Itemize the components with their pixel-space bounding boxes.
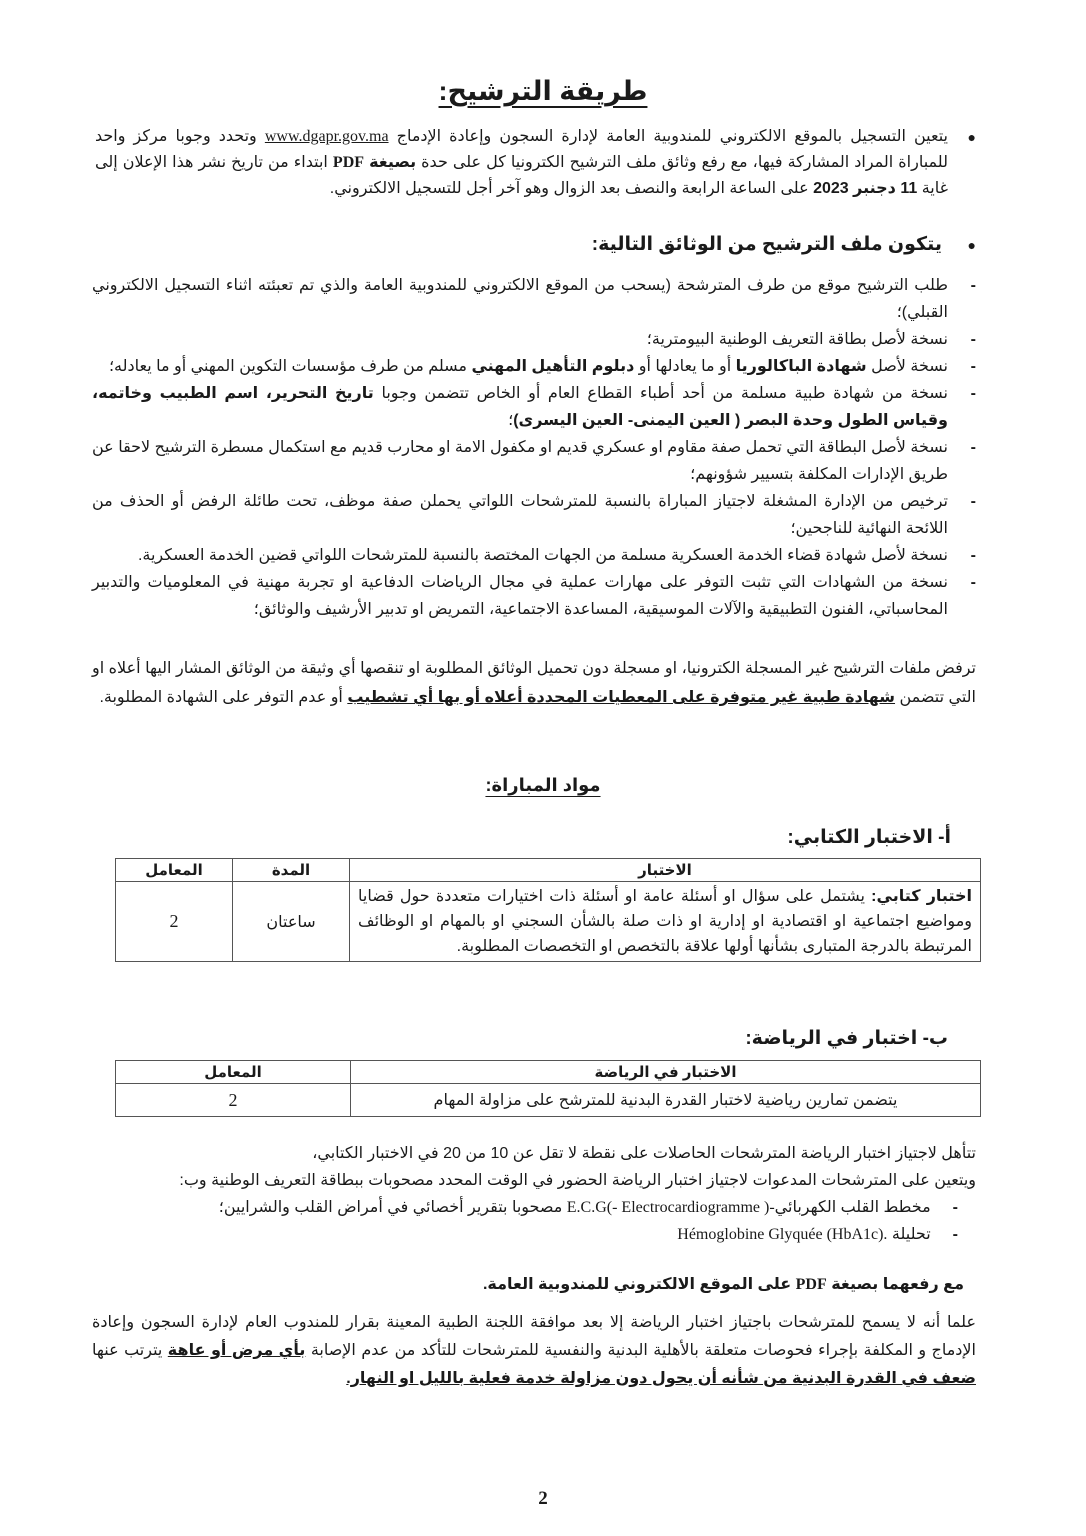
document-item-text: أو ما يعادلها أو [638,358,732,375]
document-item [92,434,976,488]
document-item-text: نسخة من شهادة طبية مسلمة من أحد أطباء القطاع العام أو الخاص تتضمن وجوبا [381,385,949,402]
rejection-text: ترفض ملفات الترشيح غير المسجلة الكترونيا، او مسجلة دون تحميل الوثائق المطلوبة او تنقصها أي وثيقة من الوثائق المشار اليها أعلاه او التي تتضمن [92,660,976,706]
written-exam-label: اختبار كتابي: [871,888,972,905]
header-coefficient: المعامل [116,859,233,882]
medical-note-text: علما أنه لا يسمح للمترشحات باجتياز اختبار الرياضة إلا بعد موافقة اللجنة الطبية المعينة بقرار للمندوب العام لإدارة السجون وإعادة الإدماج و المكلفة بإجراء فحوصات متعلقة بالأهلية البدنية والنفسية للمترشحات للتأكد من عدم الإصابة [92,1314,976,1359]
table-row [116,1084,981,1117]
medical-note-emphasis-2: ضعف في القدرة البدنية من شأنه أن يحول دون مزاولة خدمة فعلية بالليل او النهار. [346,1370,976,1387]
exam-subjects-title: مواد المباراة: [485,775,601,795]
document-item-text: نسخة لأصل شهادة قضاء الخدمة العسكرية مسلمة من الجهات المختصة بالنسبة للمترشحات اللواتي قضين الخدمة العسكرية. [137,547,948,564]
document-item-text: نسخة لأصل البطاقة التي تحمل صفة مقاوم او عسكري قديم او مكفول الامة او محارب قديم مع استكمال مسطرة الترشيح لاحقا عن طريق الإدارات المكلفة بتسيير شؤونهم؛ [92,439,948,483]
sport-exam-title: ب- اختبار في الرياضة: [745,1028,948,1049]
sport-exam-coefficient: 2 [116,1084,351,1117]
medical-note-emphasis: بأي مرض أو عاهة [167,1342,306,1359]
condition-item [92,1221,976,1248]
document-item-text: نسخة لأصل [871,358,948,375]
written-exam-coefficient: 2 [116,882,233,962]
hba1c-latin: Hémoglobine Glyquée (HbA1c). [677,1226,888,1243]
document-item-text: مسلم من طرف مؤسسات التكوين المهني أو ما يعادله؛ [108,358,467,375]
upload-instruction [92,1270,964,1299]
documents-heading-text: يتكون ملف الترشيح من الوثائق التالية: [591,234,942,255]
header-sport-exam: الاختبار في الرياضة [351,1061,981,1084]
document-item [92,569,976,623]
document-item-text: ؛ [508,412,514,429]
page-title: طريقة الترشيح: [438,76,648,106]
written-exam-table [115,858,981,962]
dash-icon: - [970,358,976,375]
rejection-emphasis: شهادة طبية غير متوفرة على المعطيات المحددة أعلاه أو بها أي تشطيب [347,689,896,706]
format-value: PDF [332,154,365,171]
document-item [92,353,976,380]
dash-icon: - [970,439,976,456]
medical-note [92,1309,976,1393]
document-item [92,272,976,326]
bullet-icon: ● [967,236,976,253]
documents-heading [592,233,976,256]
written-exam-description: يشتمل على سؤال او أسئلة عامة او أسئلة ذات اختيارات متعددة حول قضايا ومواضيع اجتماعية او اقتصادية او إدارية او ذات صلة بالشأن السجني او بالمهام او الوظائف المرتبطة بالدرجة المتبارى بشأنها أولها علاقة بالتخصص او التخصصات المطلوبة. [358,888,972,955]
upload-text: مع رفعهما بصيغة [831,1276,964,1293]
dash-icon: - [970,574,976,591]
upload-text-end: على الموقع الالكتروني للمندوبية العامة. [482,1276,792,1293]
document-item [92,380,976,434]
header-exam: الاختبار [350,859,981,882]
dash-icon: - [970,385,976,402]
header-duration: المدة [233,859,350,882]
rejection-paragraph [92,654,976,712]
bullet-icon: ● [967,129,976,145]
header-coefficient: المعامل [116,1061,351,1084]
baccalaureate-label: شهادة الباكالوريا [735,358,867,375]
document-item-text: نسخة من الشهادات التي تثبت التوفر على مهارات عملية في مجال الرياضات الدفاعية او تجربة مهنية في المعلوميات والتدبير المحاسباتي، الفنون التطبيقية والآلات الموسيقية، المساعدة الاجتماعية، التمريض او تدبير الأرشيف والوثائق؛ [92,574,948,618]
ecg-label: مخطط القلب الكهربائي [774,1199,931,1216]
registration-text-3: ابتداء من تاريخ نشر هذا الإعلان إلى غاية [95,154,948,197]
medical-note-text-2: يترتب عنها [92,1342,163,1359]
sport-exam-table [115,1060,981,1117]
registration-text-2: وتحدد وجوبا مركز واحد للمباراة المراد المشاركة فيها، مع رفع وثائق ملف الترشيح الكترونيا كل على حدة [95,128,948,171]
written-exam-title: أ- الاختبار الكتابي: [787,827,951,848]
documents-list [92,272,976,623]
written-exam-duration: ساعتان [233,882,350,962]
table-row [116,882,981,962]
ecg-latin: E.C.G(- Electrocardiogramme )- [566,1199,775,1216]
dash-icon: - [970,493,976,510]
page-number: 2 [538,1488,548,1509]
format-label: بصيغة [369,154,417,171]
sport-conditions [92,1140,976,1248]
dash-icon: - [970,331,976,348]
document-item-text: طلب الترشيح موقع من طرف المترشحة (يسحب من الموقع الالكتروني للمندوبية العامة والذي تم تعبئته اثناء التسجيل الالكتروني القبلي)؛ [92,277,948,321]
hba1c-label: تحليلة [891,1226,931,1243]
rejection-text-end: أو عدم التوفر على الشهادة المطلوبة. [99,689,343,706]
registration-text-1: يتعين التسجيل بالموقع الالكتروني للمندوبية العامة لإدارة السجون وإعادة الإدماج [396,128,948,145]
medical-requirements: تاريخ التحرير، اسم الطبيب وخاتمه، وقياس الطول وحدة البصر ( العين اليمنى- العين اليسرى) [92,385,948,429]
attendance-text: ويتعين على المترشحات المدعوات لاجتياز اختبار الرياضة الحضور في الوقت المحدد مصحوبات ببطاقة التعريف الوطنية وب: [179,1172,976,1189]
dash-icon: - [952,1226,958,1243]
diploma-label: دبلوم التأهيل المهني [471,358,635,375]
upload-format: PDF [795,1276,827,1293]
document-item-text: ترخيص من الإدارة المشغلة لاجتياز المباراة بالنسبة للمترشحات اللواتي يحملن صفة موظف، تحت طائلة الرفض أو الحذف من اللائحة النهائية للناجحين؛ [92,493,948,537]
deadline-date: 11 دجنبر 2023 [813,180,918,197]
registration-text-4: على الساعة الرابعة والنصف بعد الزوال وهو آخر أجل للتسجيل الالكتروني. [329,180,809,197]
sport-exam-description: يتضمن تمارين رياضية لاختبار القدرة البدنية للمترشح على مزاولة المهام [351,1084,981,1117]
document-item [92,542,976,569]
document-item [92,326,976,353]
dash-icon: - [952,1199,958,1216]
dash-icon: - [970,547,976,564]
table-header-row [116,859,981,882]
qualification-text: تتأهل لاجتياز اختبار الرياضة المترشحات الحاصلات على نقطة لا تقل عن 10 من 20 في الاختبار الكتابي، [312,1145,976,1162]
website-link[interactable]: www.dgapr.gov.ma [264,128,389,145]
registration-paragraph [95,124,976,202]
document-item [92,488,976,542]
dash-icon: - [970,277,976,294]
table-header-row [116,1061,981,1084]
written-exam-description-cell [350,882,981,962]
condition-item [92,1194,976,1221]
document-item-text: نسخة لأصل بطاقة التعريف الوطنية البيومترية؛ [646,331,948,348]
ecg-text: مصحوبا بتقرير أخصائي في أمراض القلب والشرايين؛ [218,1199,563,1216]
